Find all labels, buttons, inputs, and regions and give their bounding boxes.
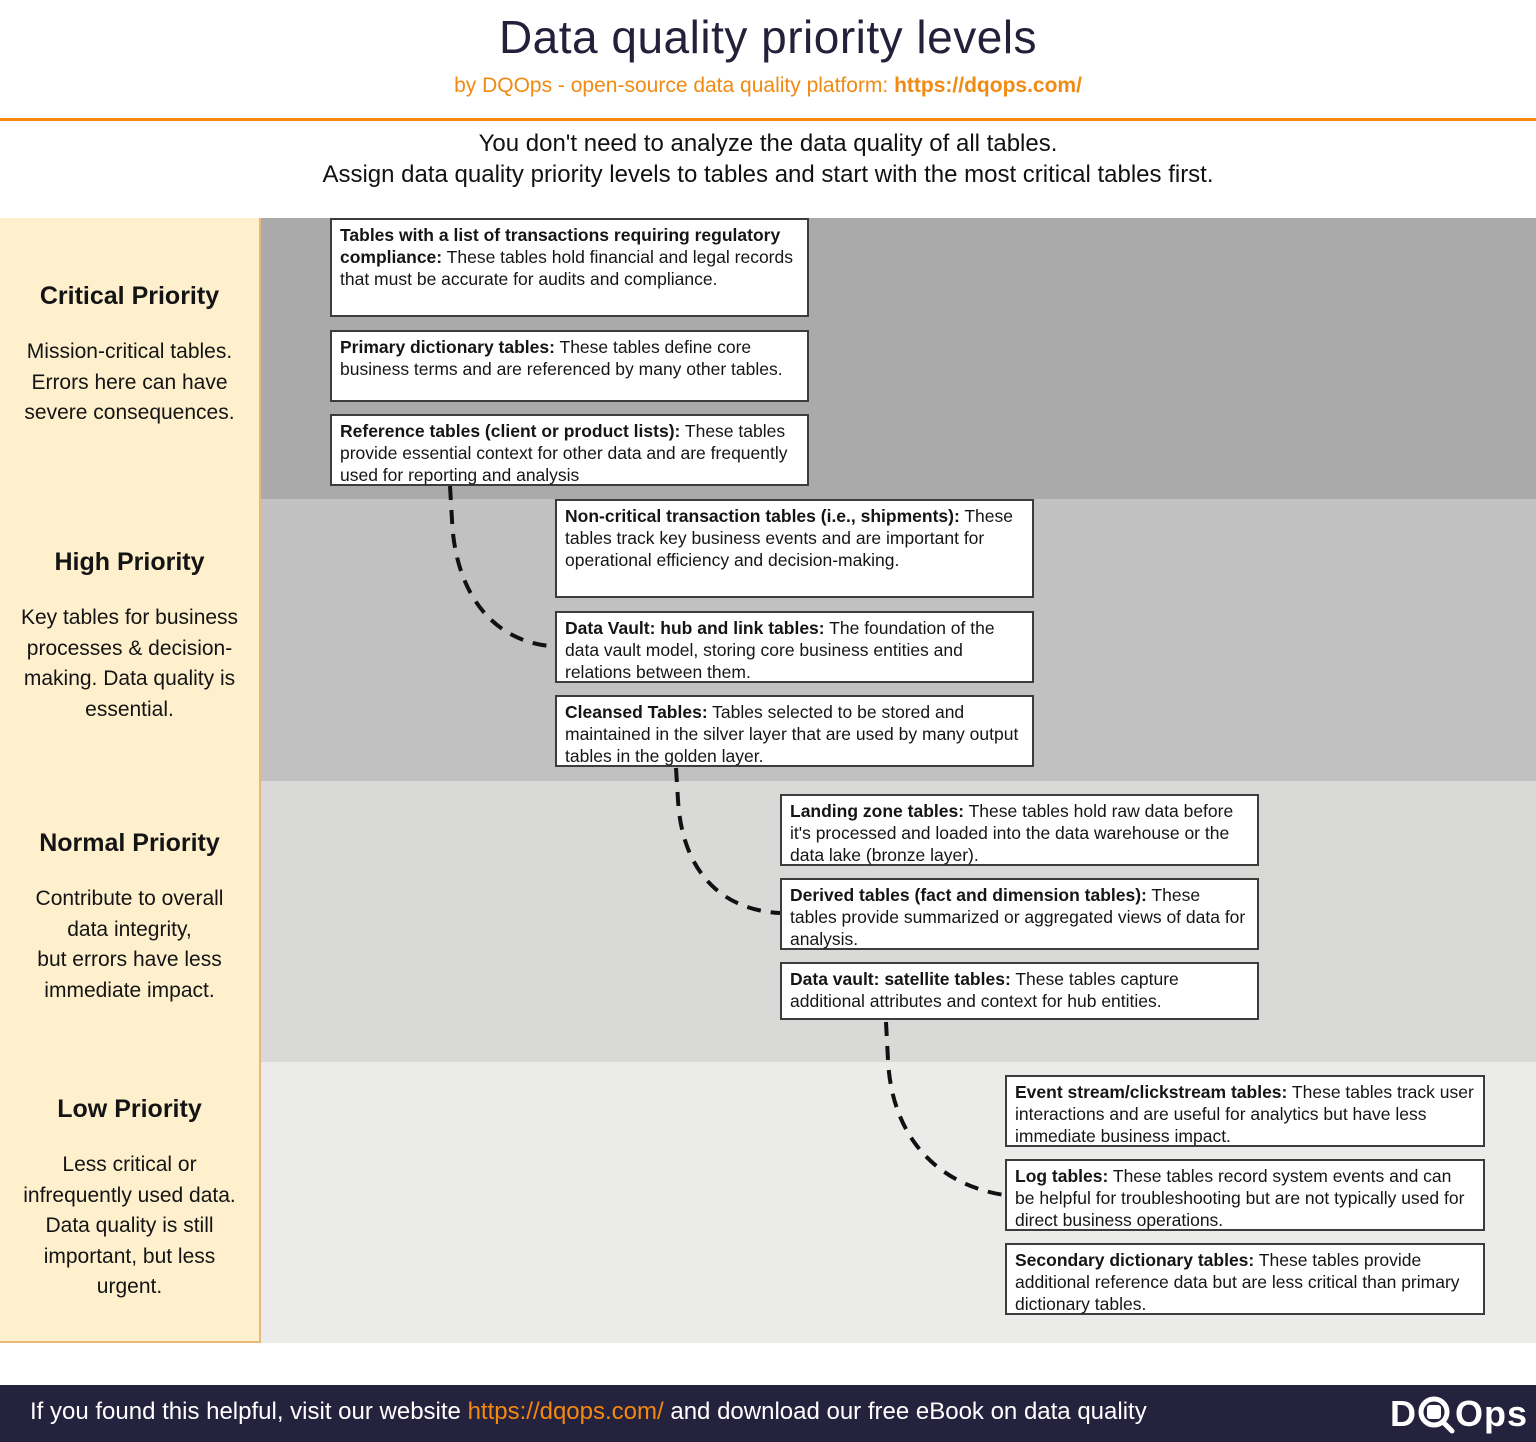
card-cleansed-tables: Cleansed Tables: Tables selected to be stored and maintained in the silver layer that are used by many output tables in the golden layer. <box>555 695 1034 767</box>
level-name: Normal Priority <box>39 829 220 857</box>
footer-link[interactable]: https://dqops.com/ <box>467 1398 664 1425</box>
dqops-logo <box>1390 1394 1528 1434</box>
card-reference-tables: Reference tables (client or product lists): These tables provide essential context for other data and are frequently used for reporting and analysis <box>330 414 809 486</box>
card-regulatory-transaction-tables: Tables with a list of transactions requiring regulatory compliance: These tables hold financial and legal records that must be accurate for audits and compliance. <box>330 218 809 317</box>
card-landing-zone-tables: Landing zone tables: These tables hold raw data before it's processed and loaded into the data warehouse or the data lake (bronze layer). <box>780 794 1259 866</box>
card-derived-tables: Derived tables (fact and dimension tables): These tables provide summarized or aggregated views of data for analysis. <box>780 878 1259 950</box>
level-high <box>0 548 259 725</box>
subtitle <box>0 74 1536 98</box>
level-description: Key tables for business processes & decision- making. Data quality is essential. <box>20 606 239 721</box>
intro-line-2: Assign data quality priority levels to tables and start with the most critical tables first. <box>322 161 1214 188</box>
priority-levels-column <box>0 218 261 1343</box>
subtitle-link[interactable]: https://dqops.com/ <box>894 74 1082 97</box>
card-primary-dictionary-tables: Primary dictionary tables: These tables define core business terms and are referenced by many other tables. <box>330 330 809 402</box>
intro-text <box>0 128 1536 190</box>
logo-letter-d: D <box>1389 1393 1417 1434</box>
card-data-vault-hub-link-tables: Data Vault: hub and link tables: The foundation of the data vault model, storing core business entities and relations between them. <box>555 611 1034 683</box>
card-secondary-dictionary-tables: Secondary dictionary tables: These tables provide additional reference data but are less critical than primary dictionary tables. <box>1005 1243 1485 1315</box>
footer-banner <box>0 1385 1536 1442</box>
level-critical <box>0 282 259 429</box>
card-data-vault-satellite-tables: Data vault: satellite tables: These tables capture additional attributes and context for hub entities. <box>780 962 1259 1020</box>
level-description: Mission-critical tables. Errors here can have severe consequences. <box>24 340 235 424</box>
level-normal <box>0 829 259 1006</box>
card-event-stream-tables: Event stream/clickstream tables: These tables track user interactions and are useful for analytics but have less immediate business impact. <box>1005 1075 1485 1147</box>
subtitle-prefix: by DQOps - open-source data quality platform: <box>454 74 895 97</box>
level-name: Low Priority <box>57 1095 202 1123</box>
level-name: Critical Priority <box>39 282 220 310</box>
header-divider <box>0 118 1536 121</box>
intro-line-1: You don't need to analyze the data quality of all tables. <box>478 130 1058 157</box>
level-name: High Priority <box>54 548 205 576</box>
card-non-critical-transaction-tables: Non-critical transaction tables (i.e., shipments): These tables track key business events and are important for operational efficiency and decision-making. <box>555 499 1034 598</box>
card-log-tables: Log tables: These tables record system events and can be helpful for troubleshooting but are not typically used for direct business operations. <box>1005 1159 1485 1231</box>
logo-text-ops: Ops <box>1454 1393 1528 1434</box>
magnifier-database-icon <box>1417 1394 1455 1434</box>
level-description: Less critical or infrequently used data. Data quality is still important, but less urgent. <box>23 1153 236 1298</box>
level-low <box>0 1095 259 1303</box>
level-description: Contribute to overall data integrity, but errors have less immediate impact. <box>35 887 224 1002</box>
footer-text: If you found this helpful, visit our website https://dqops.com/ and download our free eBook on data quality <box>30 1398 1147 1425</box>
page-title: Data quality priority levels <box>498 11 1038 63</box>
